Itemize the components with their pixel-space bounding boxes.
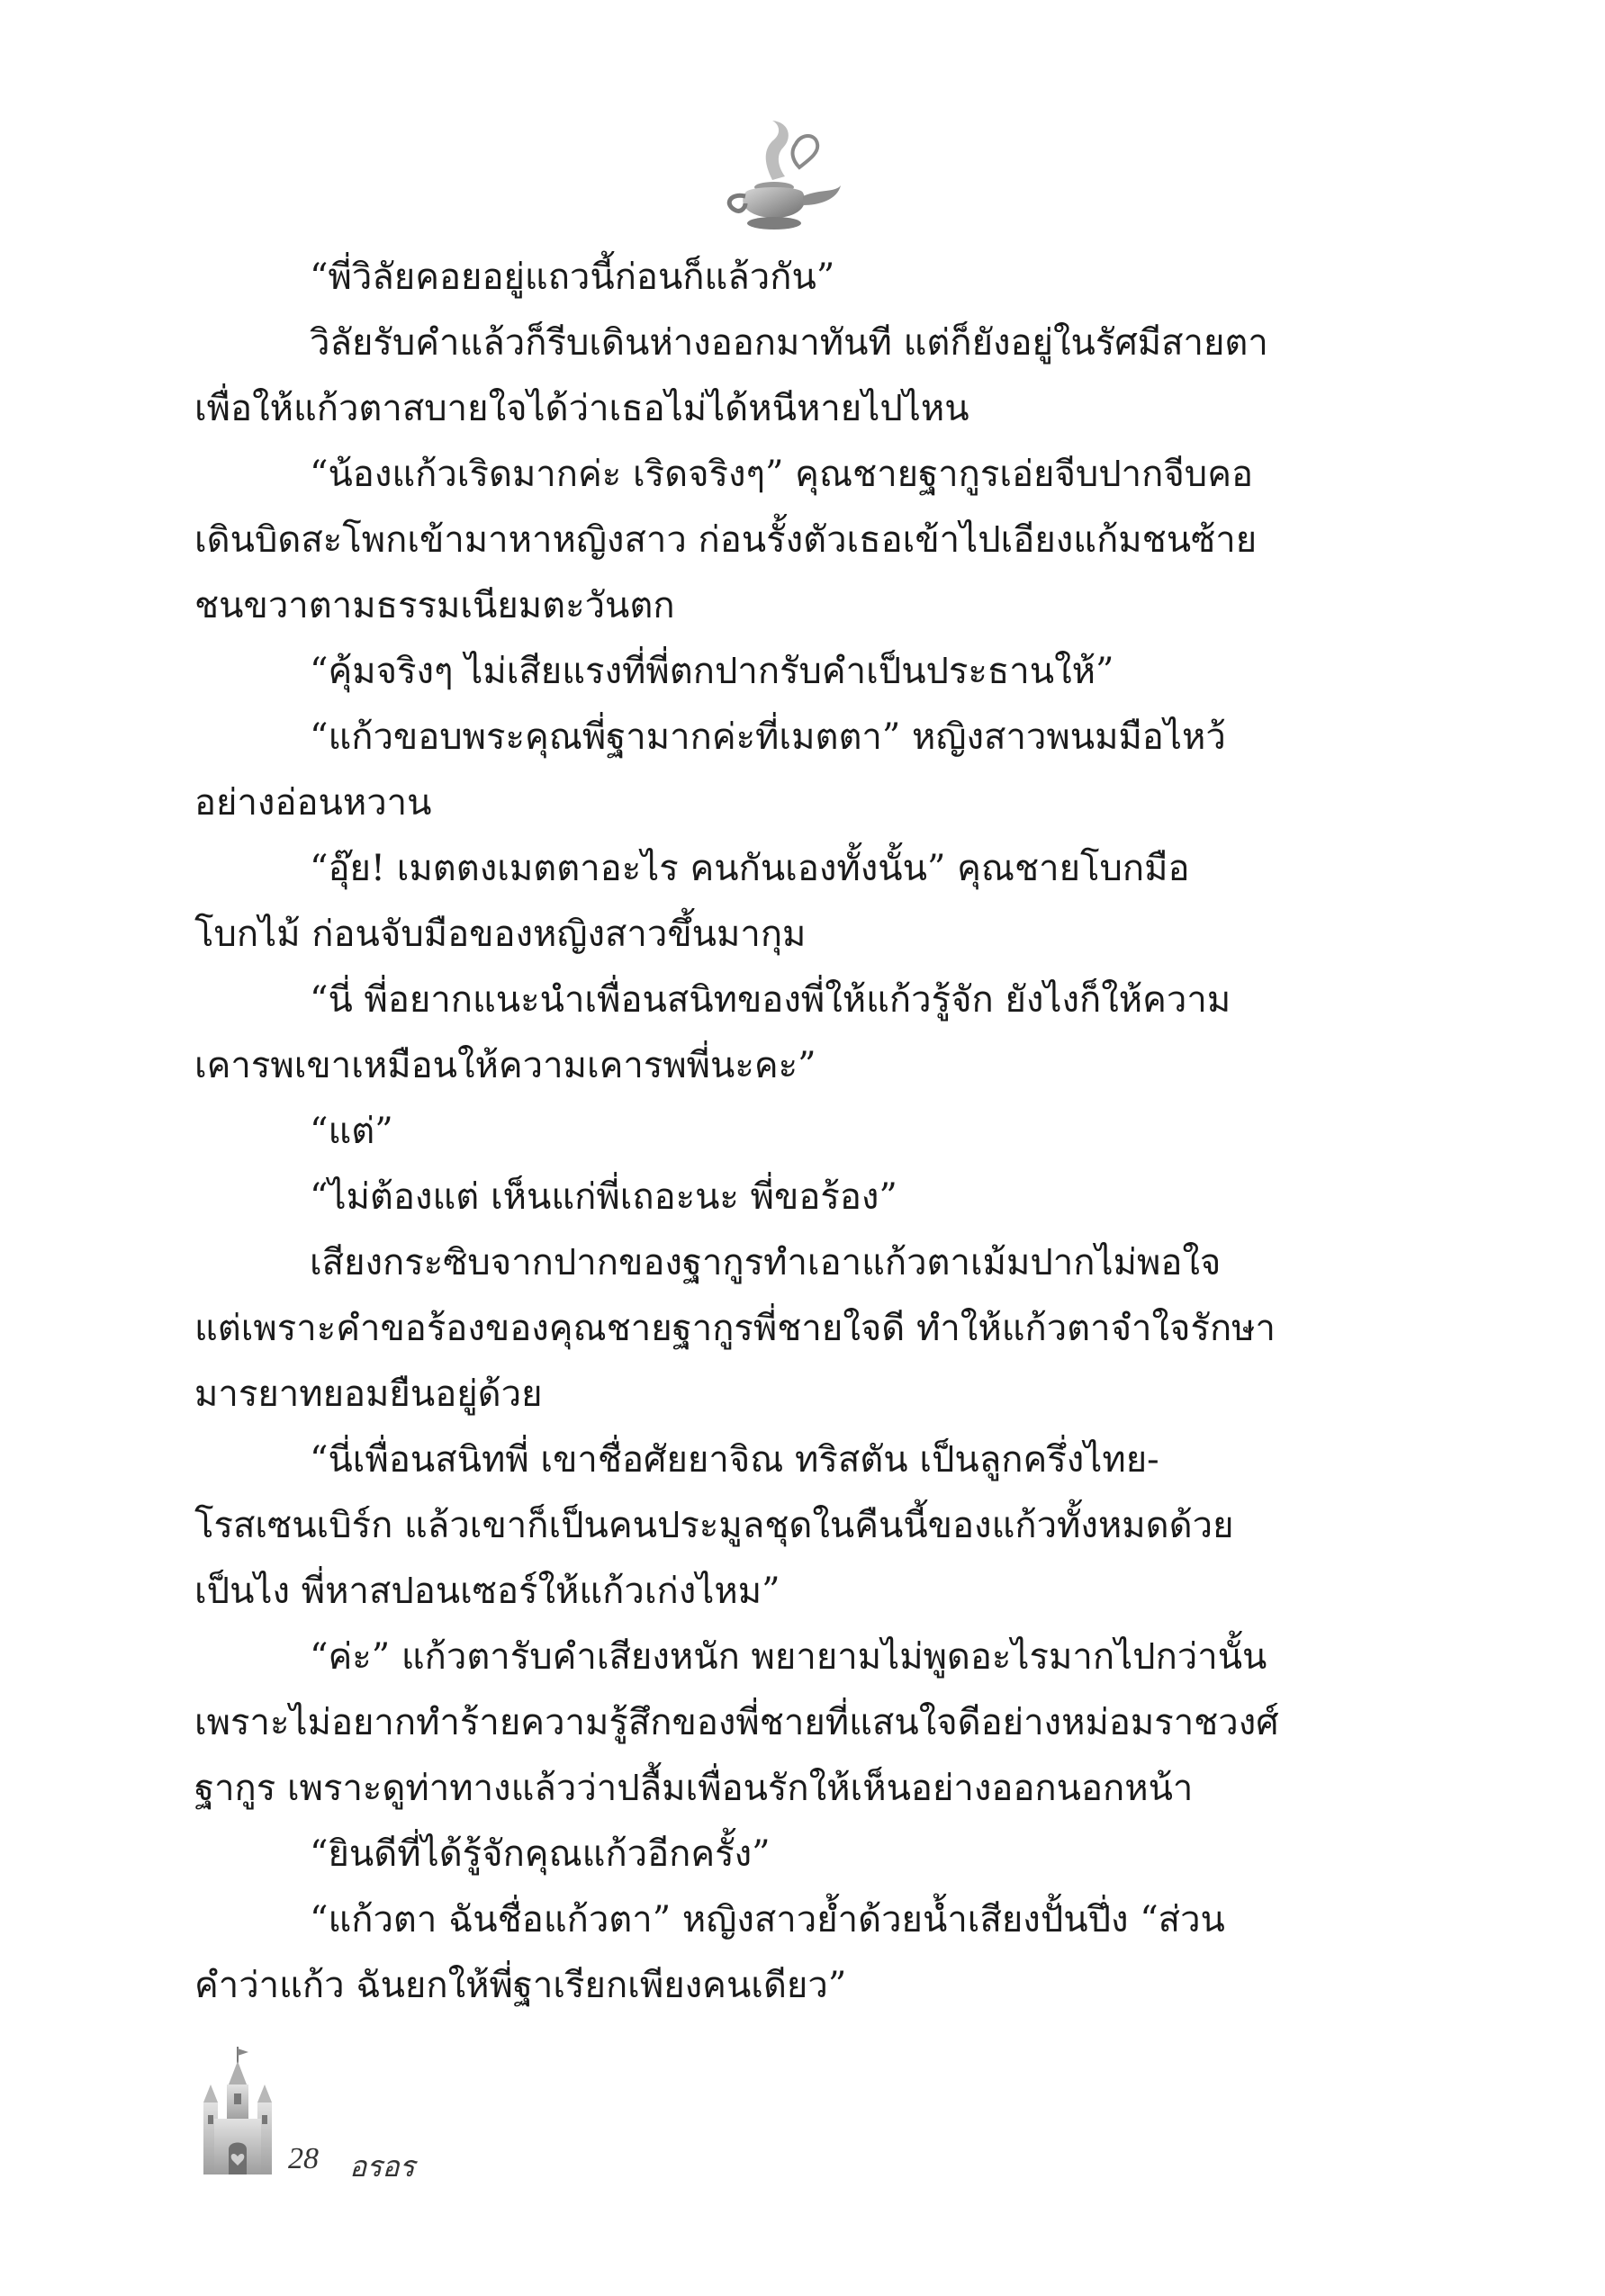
paragraph <box>194 1887 1321 2019</box>
text-line: ฐากูร เพราะดูท่าทางแล้วว่าปลื้มเพื่อนรักให้เห็นอย่างออกนอกหน้า <box>194 1768 1194 1809</box>
text-line: เดินบิดสะโพกเข้ามาหาหญิงสาว ก่อนรั้งตัวเธอเข้าไปเอียงแก้มชนซ้าย <box>194 519 1258 561</box>
author-name: อรอร <box>349 2150 415 2183</box>
text-line: วิลัยรับคำแล้วก็รีบเดินห่างออกมาทันที แต่ก็ยังอยู่ในรัศมีสายตา <box>310 322 1268 364</box>
text-line: เป็นไง พี่หาสปอนเซอร์ให้แก้วเก่งไหม” <box>194 1571 780 1612</box>
text-line: “ค่ะ” แก้วตารับคำเสียงหนัก พยายามไม่พูดอะไรมากไปกว่านั้น <box>310 1636 1267 1678</box>
paragraph <box>194 1822 1321 1887</box>
page-footer <box>194 2043 555 2187</box>
text-line: อย่างอ่อนหวาน <box>194 782 432 824</box>
paragraph <box>194 836 1321 968</box>
paragraph <box>194 705 1321 836</box>
text-line: คำว่าแก้ว ฉันยกให้พี่ฐาเรียกเพียงคนเดียว” <box>194 1965 847 2006</box>
text-line: โรสเซนเบิร์ก แล้วเขาก็เป็นคนประมูลชุดในคืนนี้ของแก้วทั้งหมดด้วย <box>194 1505 1234 1546</box>
text-line: โบกไม้ ก่อนจับมือของหญิงสาวขึ้นมากุม <box>194 914 807 955</box>
paragraph <box>194 311 1321 442</box>
text-line: มารยาทยอมยืนอยู่ด้วย <box>194 1373 543 1415</box>
paragraph <box>194 442 1321 639</box>
paragraph <box>194 968 1321 1099</box>
text-line: “น้องแก้วเริดมากค่ะ เริดจริงๆ” คุณชายฐากูรเอ่ยจีบปากจีบคอ <box>310 454 1253 495</box>
text-line: “คุ้มจริงๆ ไม่เสียแรงที่พี่ตกปากรับคำเป็นประธานให้” <box>310 651 1114 692</box>
text-line: “แก้วขอบพระคุณพี่ฐามากค่ะที่เมตตา” หญิงสาวพนมมือไหว้ <box>310 716 1226 758</box>
text-line: เพราะไม่อยากทำร้ายความรู้สึกของพี่ชายที่แสนใจดีอย่างหม่อมราชวงศ์ <box>194 1702 1279 1743</box>
paragraph <box>194 245 1321 311</box>
paragraph <box>194 1165 1321 1230</box>
text-line: “ไม่ต้องแต่ เห็นแก่พี่เถอะนะ พี่ขอร้อง” <box>310 1176 897 1218</box>
genie-lamp-icon <box>709 117 844 243</box>
paragraph <box>194 1625 1321 1822</box>
text-line: แต่เพราะคำขอร้องของคุณชายฐากูรพี่ชายใจดี ทำให้แก้วตาจำใจรักษา <box>194 1308 1276 1349</box>
text-line: “พี่วิลัยคอยอยู่แถวนี้ก่อนก็แล้วกัน” <box>310 257 835 298</box>
text-line: เพื่อให้แก้วตาสบายใจได้ว่าเธอไม่ได้หนีหายไปไหน <box>194 388 969 429</box>
text-line: “อุ๊ย! เมตตงเมตตาอะไร คนกันเองทั้งนั้น” คุณชายโบกมือ <box>310 848 1190 889</box>
text-line: “นี่เพื่อนสนิทพี่ เขาชื่อศัยยาจิณ ทริสตัน เป็นลูกครึ่งไทย- <box>310 1439 1159 1481</box>
text-line: “แก้วตา ฉันชื่อแก้วตา” หญิงสาวย้ำด้วยน้ำเสียงปั้นปึ่ง “ส่วน <box>310 1899 1225 1940</box>
text-line: เสียงกระซิบจากปากของฐากูรทำเอาแก้วตาเม้มปากไม่พอใจ <box>310 1242 1222 1283</box>
page-number: 28 <box>288 2142 319 2175</box>
text-line: “ยินดีที่ได้รู้จักคุณแก้วอีกครั้ง” <box>310 1833 771 1875</box>
text-line: เคารพเขาเหมือนให้ความเคารพพี่นะคะ” <box>194 1045 816 1086</box>
page-body <box>194 245 1321 2019</box>
castle-icon <box>194 2043 281 2178</box>
text-line: ชนขวาตามธรรมเนียมตะวันตก <box>194 585 675 626</box>
paragraph <box>194 1230 1321 1427</box>
text-line: “นี่ พี่อยากแนะนำเพื่อนสนิทของพี่ให้แก้วรู้จัก ยังไงก็ให้ความ <box>310 979 1231 1021</box>
paragraph <box>194 1099 1321 1165</box>
text-line: “แต่” <box>310 1111 393 1152</box>
paragraph <box>194 1427 1321 1625</box>
paragraph <box>194 639 1321 705</box>
